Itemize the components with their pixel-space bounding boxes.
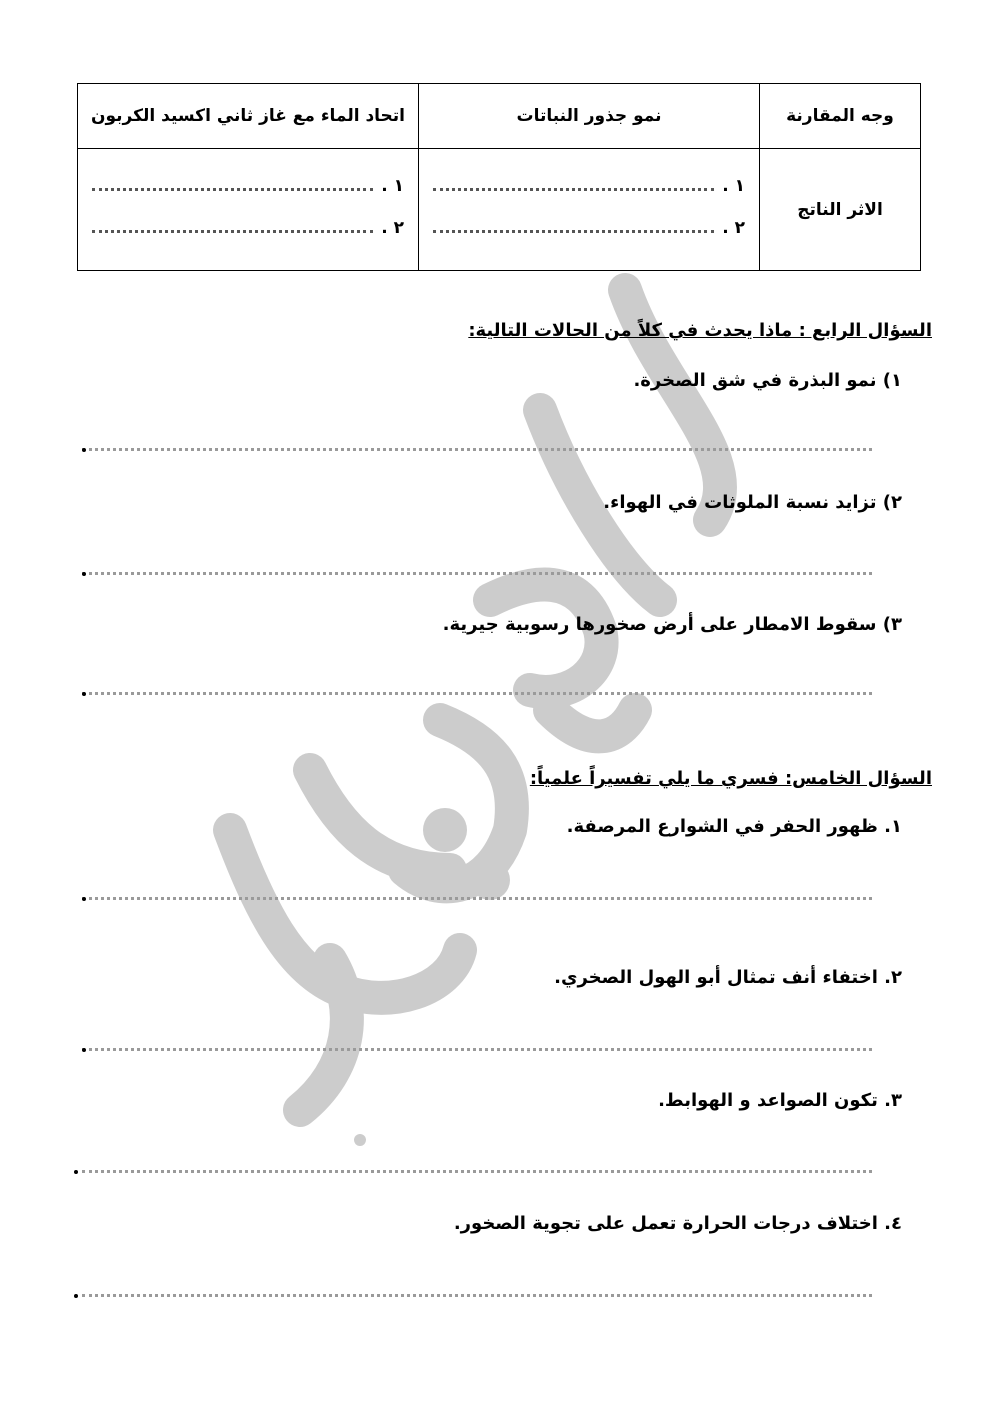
line-end-dot [82, 1048, 86, 1052]
question4-item-2: ٢) تزايد نسبة الملوثات في الهواء. [603, 492, 902, 513]
answer-line[interactable] [82, 1044, 872, 1051]
answer-line[interactable] [82, 1290, 872, 1297]
question4-title: السؤال الرابع : ماذا يحدث في كلاً من الحالات التالية: [468, 320, 932, 341]
question5-item-4: ٤. اختلاف درجات الحرارة تعمل على تجوية الصخور. [453, 1213, 902, 1234]
question5-item-2: ٢. اختفاء أنف تمثال أبو الهول الصخري. [554, 967, 902, 988]
table-row [78, 149, 921, 271]
answer-line[interactable] [82, 568, 872, 575]
dotted-line [92, 216, 373, 233]
header-water-co2: اتحاد الماء مع غاز ثاني اكسيد الكربون [78, 84, 419, 149]
comparison-table [77, 83, 921, 271]
item-number-1: ١ . [722, 175, 745, 196]
line-end-dot [82, 692, 86, 696]
water-co2-answer-cell[interactable] [78, 149, 419, 271]
answer-line-2[interactable] [92, 216, 404, 246]
answer-line-2[interactable] [433, 216, 745, 246]
watermark-signature [190, 270, 750, 1150]
header-roots: نمو جذور النباتات [419, 84, 760, 149]
answer-line[interactable] [82, 1166, 872, 1173]
row-label-effect: الاثر الناتج [760, 149, 921, 271]
line-end-dot [82, 448, 86, 452]
item-number-1: ١ . [381, 175, 404, 196]
line-end-dot [74, 1294, 78, 1298]
line-end-dot [82, 897, 86, 901]
line-end-dot [82, 572, 86, 576]
answer-line-1[interactable] [433, 174, 745, 204]
item-number-2: ٢ . [722, 217, 745, 238]
question4-item-1: ١) نمو البذرة في شق الصخرة. [633, 370, 902, 391]
header-comparison: وجه المقارنة [760, 84, 921, 149]
dotted-line [433, 216, 714, 233]
line-end-dot [74, 1170, 78, 1174]
question4-item-3: ٣) سقوط الامطار على أرض صخورها رسوبية جيرية. [442, 614, 902, 635]
dotted-line [92, 174, 373, 191]
roots-answer-cell[interactable] [419, 149, 760, 271]
item-number-2: ٢ . [381, 217, 404, 238]
answer-line[interactable] [82, 893, 872, 900]
question5-item-3: ٣. تكون الصواعد و الهوابط. [658, 1090, 902, 1111]
question5-title: السؤال الخامس: فسري ما يلي تفسيراً علمياً: [529, 768, 932, 789]
answer-line-1[interactable] [92, 174, 404, 204]
answer-line[interactable] [82, 688, 872, 695]
question5-item-1: ١. ظهور الحفر في الشوارع المرصفة. [566, 816, 902, 837]
dotted-line [433, 174, 714, 191]
answer-line[interactable] [82, 444, 872, 451]
table-header-row [78, 84, 921, 149]
